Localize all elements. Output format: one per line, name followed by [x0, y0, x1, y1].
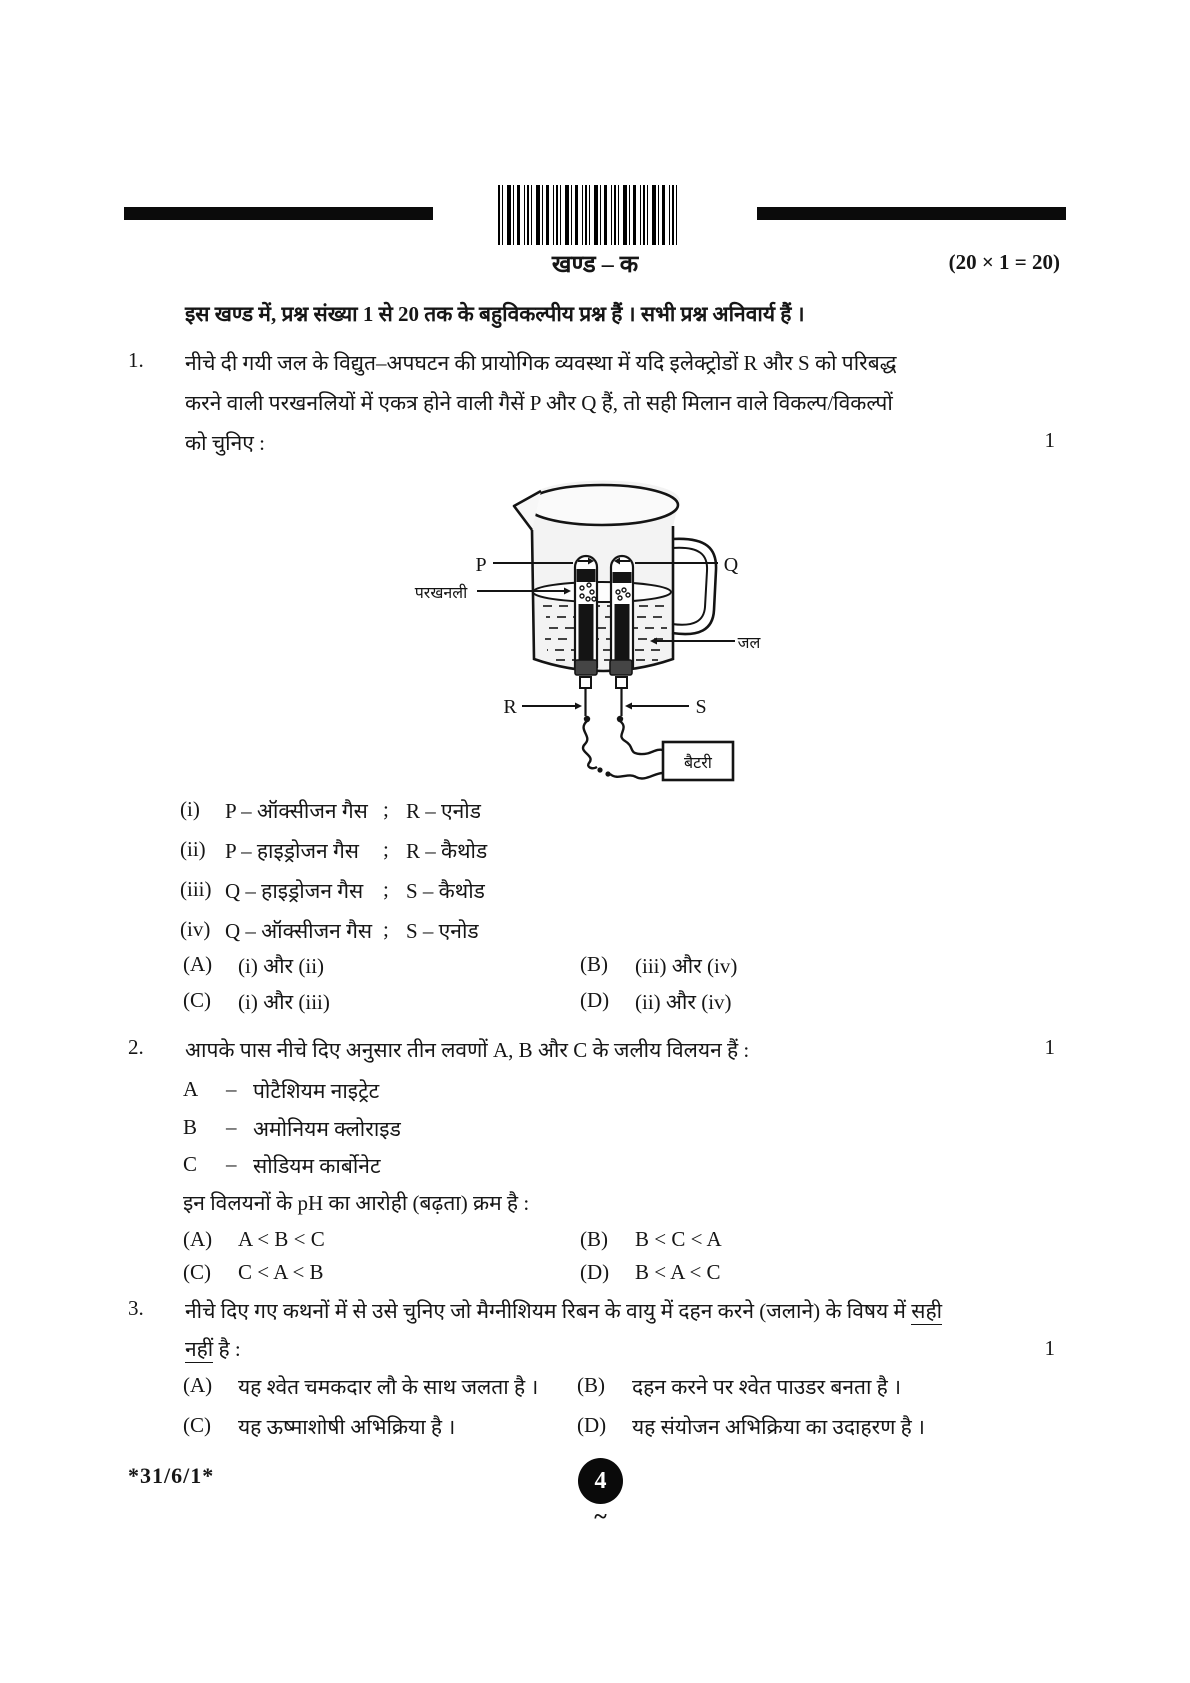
- q3-text-line1: [185, 1296, 942, 1326]
- option-text: A < B < C: [238, 1227, 325, 1251]
- salt-dash: –: [226, 1115, 237, 1139]
- q3-line2-text: है :: [213, 1337, 241, 1361]
- salt-dash: –: [226, 1152, 237, 1176]
- statement-separator: ;: [383, 797, 389, 821]
- q2-salt-c: [183, 1152, 381, 1180]
- q1-statement-2: [180, 837, 487, 865]
- option-text: (i) और (ii): [238, 954, 325, 978]
- option-text: (i) और (iii): [238, 990, 330, 1014]
- electrode-cap-right: [610, 660, 632, 675]
- option-label: (C): [183, 1413, 211, 1437]
- electrode-left: [579, 604, 594, 660]
- q2-number: 2.: [128, 1035, 144, 1059]
- statement-gas: Q – हाइड्रोजन गैस: [225, 879, 364, 903]
- label-water: जल: [737, 633, 761, 652]
- electrolysis-diagram: [400, 450, 770, 795]
- electrode-cap-left: [575, 660, 597, 675]
- option-text: C < A < B: [238, 1260, 324, 1284]
- q3-option-d: [577, 1413, 925, 1441]
- option-label: (C): [183, 988, 211, 1012]
- label-test-tube: परखनली: [414, 583, 468, 602]
- marks-scheme: (20 × 1 = 20): [948, 250, 1060, 274]
- statement-number: (ii): [180, 837, 206, 861]
- q2-salt-b: [183, 1115, 401, 1143]
- salt-dash: –: [226, 1077, 237, 1101]
- electrode-right: [615, 604, 630, 660]
- option-text: दहन करने पर श्वेत पाउडर बनता है ।: [632, 1375, 902, 1399]
- option-label: (D): [577, 1413, 607, 1437]
- q3-option-c: [183, 1413, 455, 1441]
- option-text: (iii) और (iv): [635, 954, 738, 978]
- wires: [583, 688, 663, 779]
- q1-option-d: [580, 988, 732, 1016]
- header-rule-left: [124, 207, 433, 220]
- option-text: B < A < C: [635, 1260, 721, 1284]
- barcode: [498, 185, 678, 245]
- q2-text: आपके पास नीचे दिए अनुसार तीन लवणों A, B और C के जलीय विलयन हैं :: [185, 1038, 750, 1062]
- label-s: S: [695, 696, 707, 718]
- q1-option-c: [183, 988, 330, 1016]
- option-label: (D): [580, 988, 610, 1012]
- option-text: यह श्वेत चमकदार लौ के साथ जलता है ।: [238, 1375, 539, 1399]
- beaker-rim: [526, 485, 678, 525]
- option-label: (A): [183, 1227, 213, 1251]
- q1-statement-1: [180, 797, 481, 825]
- q3-underline-sahi: सही: [911, 1299, 943, 1323]
- option-label: (A): [183, 1373, 213, 1397]
- label-r: R: [503, 696, 517, 718]
- statement-number: (iii): [180, 877, 212, 901]
- header-rule-right: [757, 207, 1066, 220]
- q1-statement-3: [180, 877, 485, 905]
- statement-electrode: S – कैथोड: [406, 879, 485, 903]
- statement-electrode: R – एनोड: [406, 799, 481, 823]
- statement-separator: ;: [383, 877, 389, 901]
- footer-tilde: ~: [594, 1504, 607, 1530]
- option-label: (B): [580, 1227, 608, 1251]
- statement-gas: Q – ऑक्सीजन गैस: [225, 919, 373, 943]
- salt-letter: C: [183, 1152, 198, 1176]
- q1-marks: 1: [1044, 428, 1055, 452]
- q3-underline-nahin: नहीं: [185, 1337, 214, 1361]
- q3-option-a: [183, 1373, 538, 1401]
- option-label: (B): [580, 952, 608, 976]
- q2-option-d: [580, 1260, 721, 1285]
- statement-electrode: S – एनोड: [406, 919, 479, 943]
- option-text: यह संयोजन अभिक्रिया का उदाहरण है ।: [632, 1415, 926, 1439]
- q1-text-line3: को चुनिए :: [185, 431, 265, 455]
- statement-gas: P – ऑक्सीजन गैस: [225, 799, 368, 823]
- statement-separator: ;: [383, 917, 389, 941]
- statement-electrode: R – कैथोड: [406, 839, 488, 863]
- page-number-badge: [578, 1458, 623, 1504]
- q1-text-line2: करने वाली परखनलियों में एकत्र होने वाली गैसें P और Q हैं, तो सही मिलान वाले विकल्प/विकल्पों: [185, 391, 893, 415]
- battery-label: बैटरी: [684, 753, 712, 772]
- q2-marks: 1: [1044, 1035, 1055, 1059]
- connector-left: [580, 677, 591, 688]
- option-label: (C): [183, 1260, 211, 1284]
- section-instruction: इस खण्ड में, प्रश्न संख्या 1 से 20 तक के बहुविकल्पीय प्रश्न हैं । सभी प्रश्न अनिवार्य हैं ।: [185, 302, 805, 326]
- salt-name: सोडियम कार्बोनेट: [253, 1154, 381, 1178]
- q1-text-line1: नीचे दी गयी जल के विद्युत–अपघटन की प्रायोगिक व्यवस्था में यदि इलेक्ट्रोडों R और S को परिबद्ध: [185, 351, 897, 375]
- gas-band-left: [577, 569, 596, 582]
- q3-text-line2: [185, 1334, 241, 1364]
- option-label: (B): [577, 1373, 605, 1397]
- section-title: खण्ड – क: [551, 252, 639, 278]
- q3-option-b: [577, 1373, 901, 1401]
- q1-number: 1.: [128, 348, 144, 372]
- salt-name: पोटैशियम नाइट्रेट: [253, 1079, 380, 1103]
- option-text: यह ऊष्माशोषी अभिक्रिया है ।: [238, 1415, 456, 1439]
- beaker-handle: [672, 539, 716, 634]
- salt-letter: A: [183, 1077, 199, 1101]
- q3-marks: 1: [1044, 1336, 1055, 1360]
- statement-number: (iv): [180, 917, 211, 941]
- label-p: P: [475, 554, 487, 576]
- q1-option-a: [183, 952, 324, 980]
- q3-number: 3.: [128, 1296, 144, 1320]
- option-label: (D): [580, 1260, 610, 1284]
- statement-separator: ;: [383, 837, 389, 861]
- page-number: 4: [594, 1468, 607, 1494]
- q2-salt-a: [183, 1077, 379, 1105]
- statement-number: (i): [180, 797, 200, 821]
- gas-band-right: [613, 572, 632, 583]
- q3-line1-text: नीचे दिए गए कथनों में से उसे चुनिए जो मैग्नीशियम रिबन के वायु में दहन करने (जलाने) के विषय में: [185, 1299, 912, 1323]
- q1-statement-4: [180, 917, 479, 945]
- q2-option-a: [183, 1227, 325, 1252]
- q2-ph-line: इन विलयनों के pH का आरोही (बढ़ता) क्रम है :: [183, 1191, 530, 1215]
- statement-gas: P – हाइड्रोजन गैस: [225, 839, 359, 863]
- option-label: (A): [183, 952, 213, 976]
- salt-name: अमोनियम क्लोराइड: [253, 1117, 401, 1141]
- q1-option-b: [580, 952, 737, 980]
- paper-code: *31/6/1*: [128, 1463, 215, 1488]
- salt-letter: B: [183, 1115, 198, 1139]
- connector-right: [616, 677, 627, 688]
- option-text: B < C < A: [635, 1227, 722, 1251]
- q2-option-b: [580, 1227, 722, 1252]
- label-q: Q: [723, 554, 739, 576]
- option-text: (ii) और (iv): [635, 990, 732, 1014]
- q2-option-c: [183, 1260, 324, 1285]
